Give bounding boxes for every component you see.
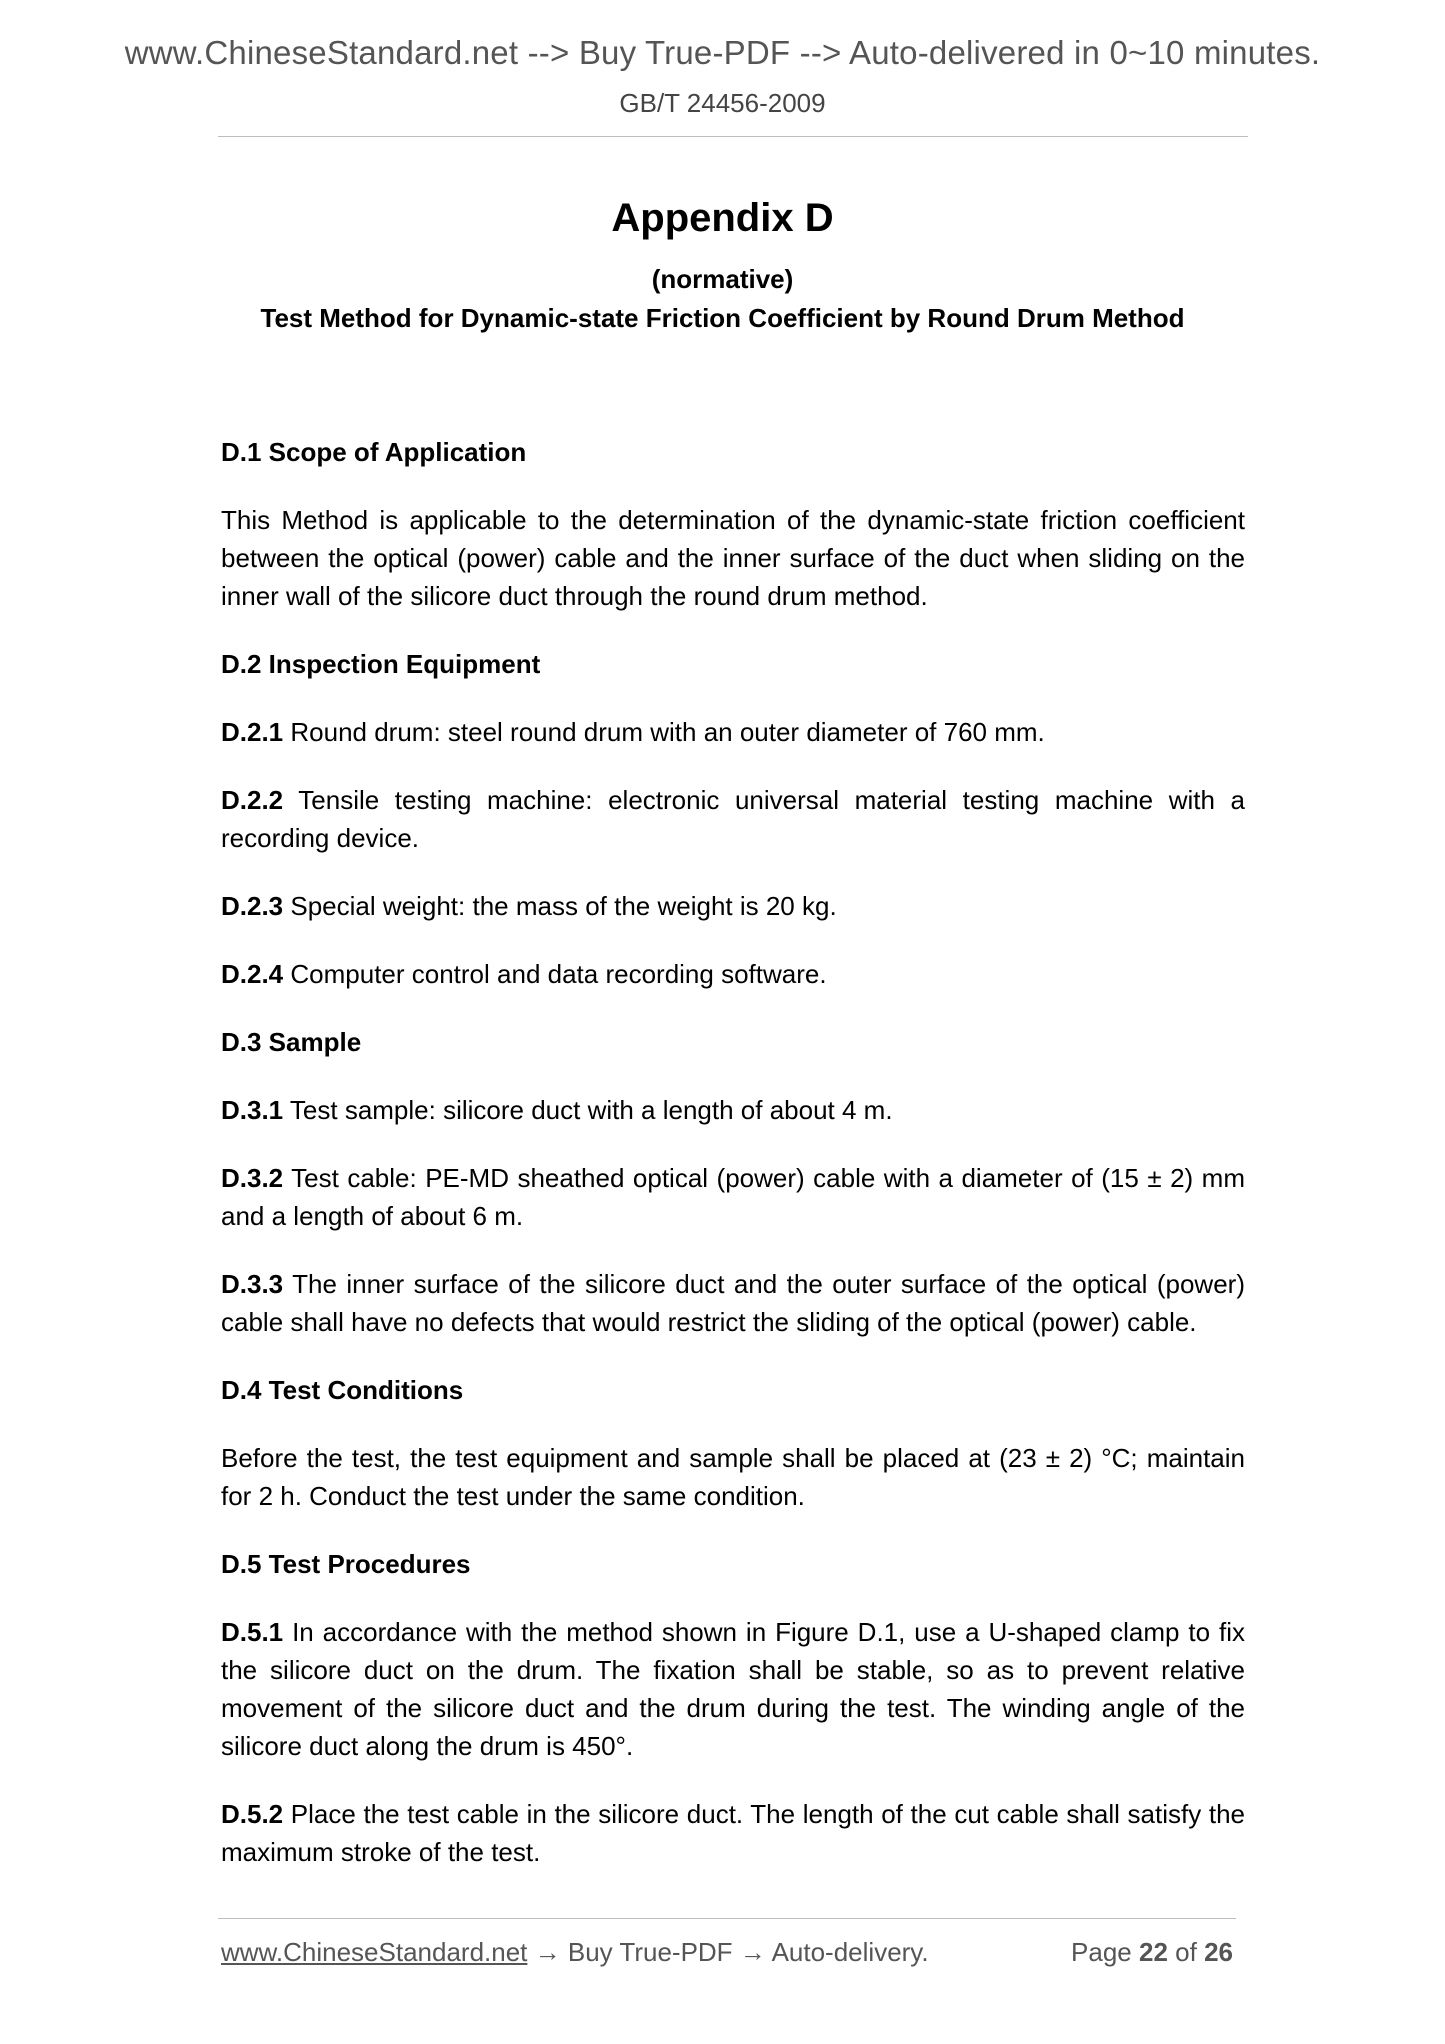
standard-code: GB/T 24456-2009 — [619, 88, 826, 118]
clause-d2-1 — [221, 713, 1245, 751]
clause-d2-3 — [221, 887, 1245, 925]
clause-d5-1 — [221, 1613, 1245, 1765]
section-d1-paragraph: This Method is applicable to the determination of the dynamic-state friction coefficient between the optical (power) cable and the inner surface of the duct when sliding on the inner wall of the silicore duct through the round drum method. — [221, 505, 1245, 611]
clause-number: D.2.3 — [221, 891, 284, 921]
section-heading-d1: D.1 Scope of Application — [221, 437, 527, 467]
section-heading-d5: D.5 Test Procedures — [221, 1549, 471, 1579]
page-total: 26 — [1204, 1937, 1233, 1967]
section-heading-d3: D.3 Sample — [221, 1027, 362, 1057]
clause-text: Computer control and data recording software. — [283, 959, 827, 989]
header-divider — [218, 136, 1248, 137]
clause-d3-1 — [221, 1091, 1245, 1129]
section-heading-d2: D.2 Inspection Equipment — [221, 649, 541, 679]
section-heading-d4: D.4 Test Conditions — [221, 1375, 464, 1405]
clause-d3-3 — [221, 1265, 1245, 1341]
clause-d5-2 — [221, 1795, 1245, 1871]
clause-d2-4 — [221, 955, 1245, 993]
page-current: 22 — [1139, 1937, 1168, 1967]
appendix-type: (normative) — [651, 264, 794, 294]
section-d4-paragraph: Before the test, the test equipment and sample shall be placed at (23 ± 2) °C; maintain for 2 h. Conduct the test under the same condition. — [221, 1443, 1245, 1511]
clause-number: D.3.3 — [221, 1269, 284, 1299]
footer-tagline — [221, 1937, 929, 1968]
footer-divider — [218, 1918, 1236, 1919]
clause-text: Test sample: silicore duct with a length of about 4 m. — [283, 1095, 893, 1125]
clause-text: Tensile testing machine: electronic universal material testing machine with a recording device. — [221, 785, 1245, 853]
site-link[interactable]: www.ChineseStandard.net — [221, 1937, 528, 1967]
document-body — [221, 433, 1245, 1901]
clause-text: Special weight: the mass of the weight is 20 kg. — [283, 891, 837, 921]
clause-number: D.2.4 — [221, 959, 284, 989]
page-number — [1071, 1937, 1233, 1968]
clause-d2-2 — [221, 781, 1245, 857]
clause-number: D.5.2 — [221, 1799, 284, 1829]
clause-text: Test cable: PE-MD sheathed optical (power) cable with a diameter of (15 ± 2) mm and a length of about 6 m. — [221, 1163, 1245, 1231]
clause-number: D.3.2 — [221, 1163, 284, 1193]
appendix-title: Appendix D — [611, 196, 834, 240]
clause-text: Round drum: steel round drum with an outer diameter of 760 mm. — [283, 717, 1045, 747]
clause-number: D.5.1 — [221, 1617, 284, 1647]
clause-text: Place the test cable in the silicore duct. The length of the cut cable shall satisfy the maximum stroke of the test. — [221, 1799, 1245, 1867]
site-banner: www.ChineseStandard.net --> Buy True-PDF --> Auto-delivered in 0~10 minutes. — [124, 34, 1321, 71]
clause-d3-2 — [221, 1159, 1245, 1235]
clause-text: The inner surface of the silicore duct and the outer surface of the optical (power) cable shall have no defects that would restrict the sliding of the optical (power) cable. — [221, 1269, 1245, 1337]
page-label: Page — [1071, 1937, 1132, 1967]
clause-number: D.3.1 — [221, 1095, 284, 1125]
footer-tagline-text: → Buy True-PDF → Auto-delivery. — [527, 1937, 929, 1967]
clause-number: D.2.1 — [221, 717, 284, 747]
appendix-name: Test Method for Dynamic-state Friction Coefficient by Round Drum Method — [260, 303, 1185, 333]
clause-number: D.2.2 — [221, 785, 284, 815]
page-of: of — [1175, 1937, 1197, 1967]
clause-text: In accordance with the method shown in Figure D.1, use a U-shaped clamp to fix the silicore duct on the drum. The fixation shall be stable, so as to prevent relative movement of the silicore duct and the drum during the test. The winding angle of the silicore duct along the drum is 450°. — [221, 1617, 1245, 1761]
